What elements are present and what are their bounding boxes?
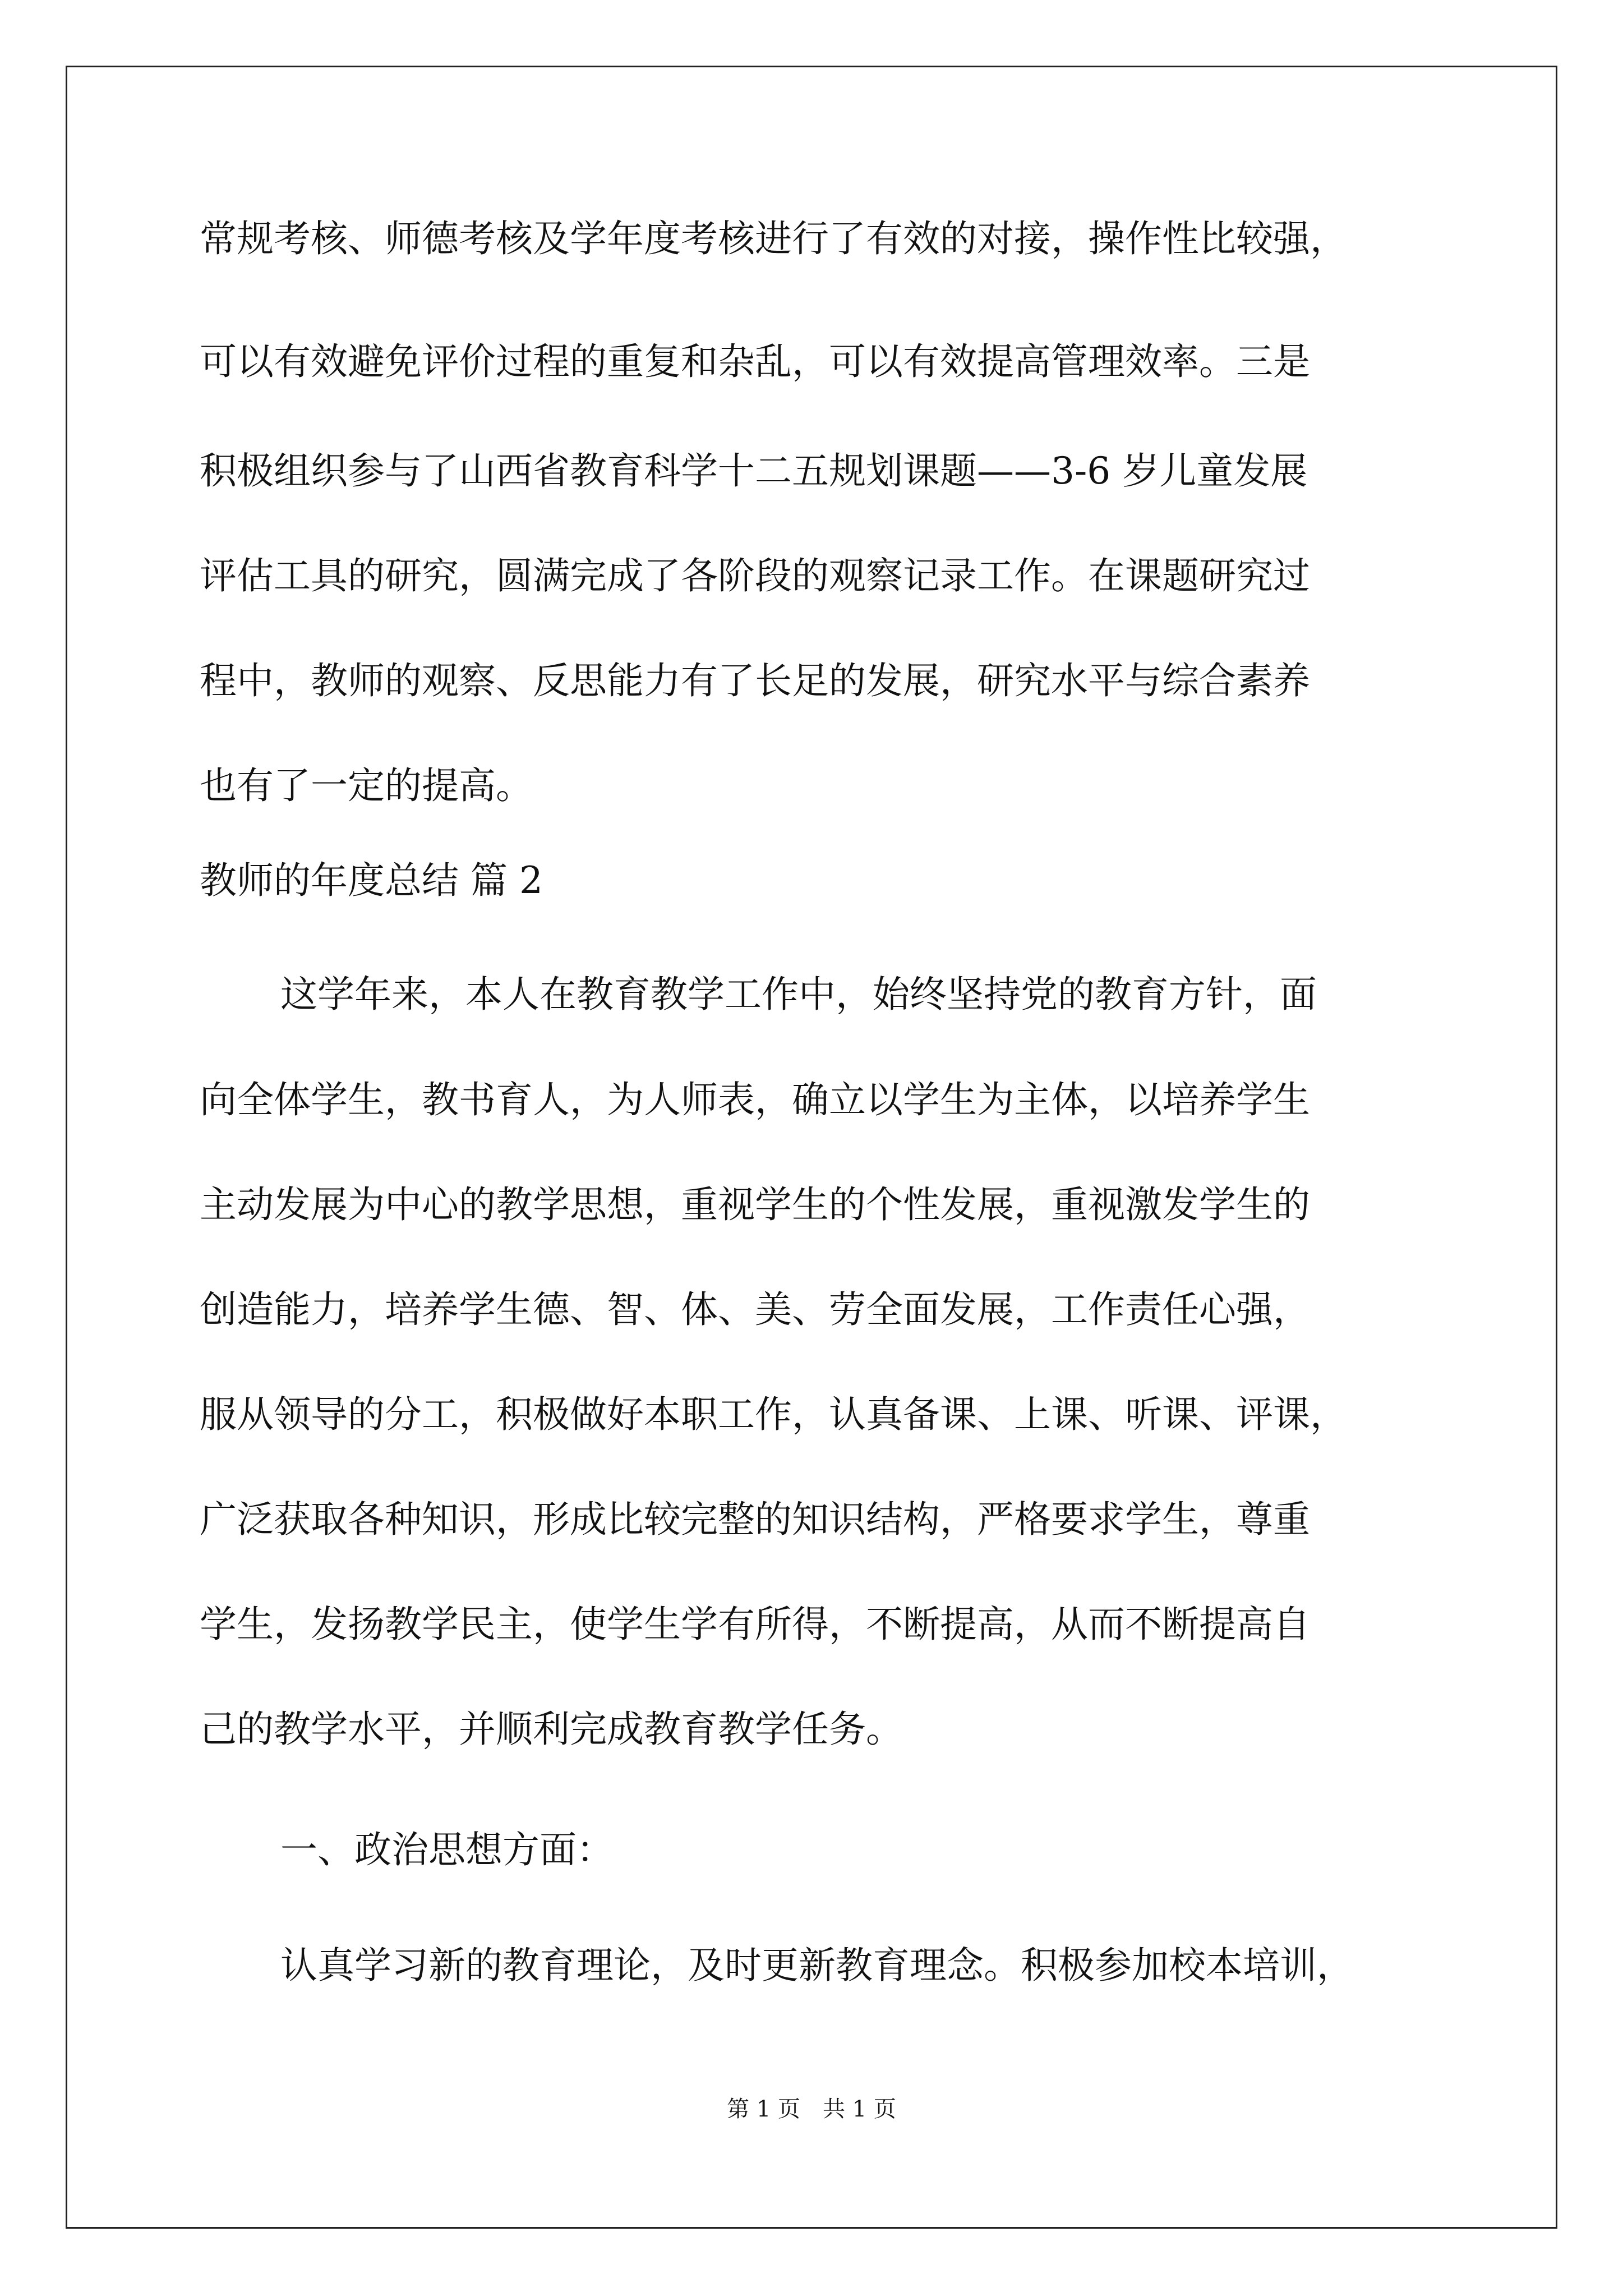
body-line-6: 也有了一定的提高。 xyxy=(200,764,533,807)
body-line-13: 广泛获取各种知识，形成比较完整的知识结构，严格要求学生，尊重 xyxy=(200,1498,1310,1541)
body-line-11: 创造能力，培养学生德、智、体、美、劳全面发展，工作责任心强， xyxy=(200,1288,1310,1331)
page-total: 共 1 页 xyxy=(823,2096,896,2122)
page-footer xyxy=(0,2098,1623,2120)
body-line-8: 这学年来，本人在教育教学工作中，始终坚持党的教育方针，面 xyxy=(280,973,1317,1016)
body-line-1: 常规考核、师德考核及学年度考核进行了有效的对接，操作性比较强， xyxy=(200,217,1347,260)
body-line-9: 向全体学生，教书育人，为人师表，确立以学生为主体，以培养学生 xyxy=(200,1078,1310,1121)
body-line-4: 评估工具的研究，圆满完成了各阶段的观察记录工作。在课题研究过 xyxy=(200,554,1310,597)
body-line-17: 认真学习新的教育理论，及时更新教育理念。积极参加校本培训， xyxy=(280,1944,1354,1987)
body-line-5: 程中，教师的观察、反思能力有了长足的发展，研究水平与综合素养 xyxy=(200,659,1310,702)
body-line-2: 可以有效避免评价过程的重复和杂乱，可以有效提高管理效率。三是 xyxy=(200,340,1310,383)
page-border xyxy=(66,66,1557,2229)
body-line-10: 主动发展为中心的教学思想，重视学生的个性发展，重视激发学生的 xyxy=(200,1183,1310,1226)
body-line-14: 学生，发扬教学民主，使学生学有所得，不断提高，从而不断提高自 xyxy=(200,1603,1310,1646)
body-line-12: 服从领导的分工，积极做好本职工作，认真备课、上课、听课、评课， xyxy=(200,1393,1347,1436)
section-heading: 教师的年度总结 篇 2 xyxy=(200,859,543,902)
subheading-politics: 一、政治思想方面： xyxy=(280,1828,614,1871)
body-line-3: 积极组织参与了山西省教育科学十二五规划课题——3-6 岁儿童发展 xyxy=(200,449,1308,493)
body-line-15: 己的教学水平，并顺利完成教育教学任务。 xyxy=(200,1708,903,1751)
page-number: 第 1 页 xyxy=(727,2096,800,2122)
